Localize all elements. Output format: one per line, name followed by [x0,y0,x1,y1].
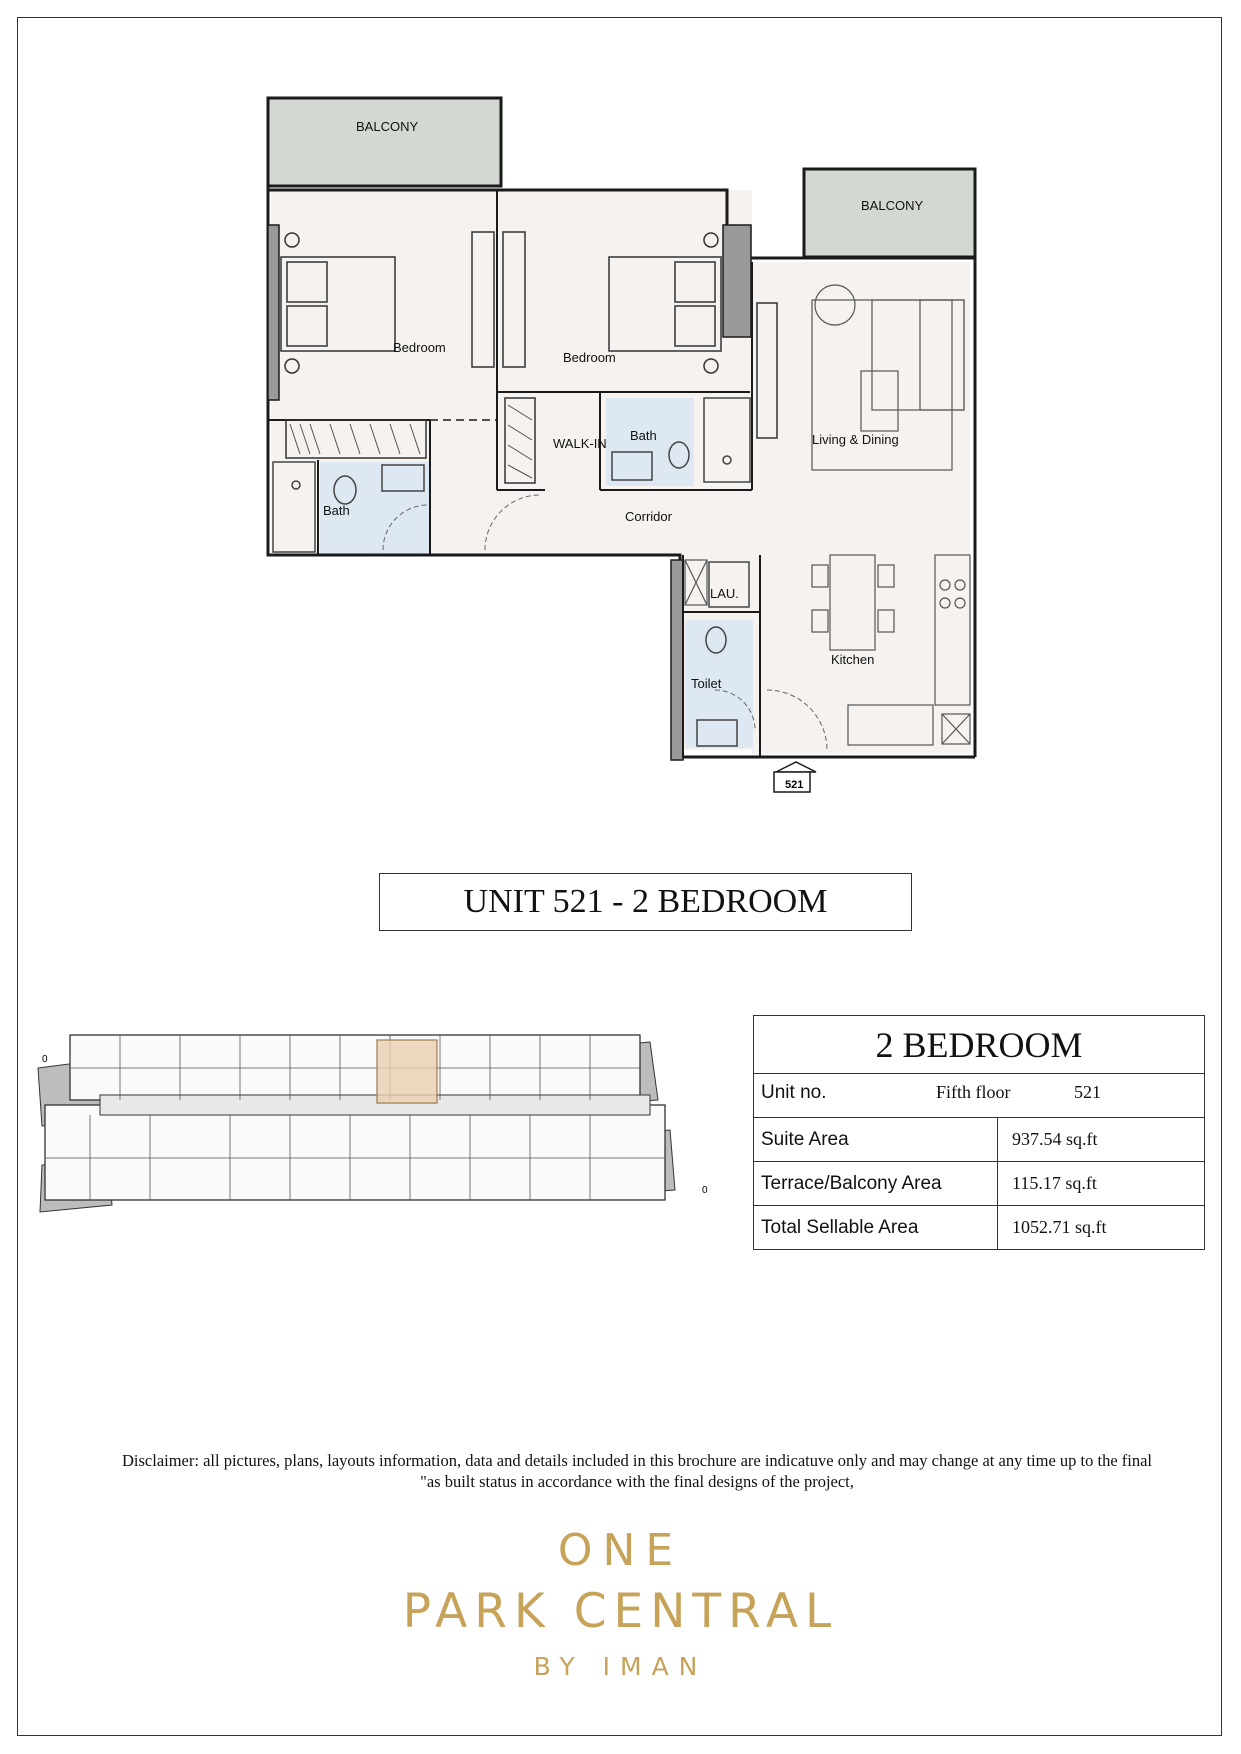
row-value: 115.17 sq.ft [998,1162,1205,1206]
label-bedroom-1: Bedroom [393,340,446,355]
label-balcony-right: BALCONY [861,198,924,213]
unit-number-row [754,1074,1205,1118]
label-toilet: Toilet [691,676,722,691]
logo-line-2: PARK CENTRAL [402,1584,839,1639]
row-value: 937.54 sq.ft [998,1118,1205,1162]
label-walk-in: WALK-IN [553,436,607,451]
label-bath-2: Bath [630,428,657,443]
label-living-dining: Living & Dining [812,432,899,447]
disclaimer [70,1450,1204,1492]
label-bedroom-2: Bedroom [563,350,616,365]
unit-label: Unit no. [761,1082,827,1103]
row-label: Terrace/Balcony Area [754,1162,998,1206]
svg-text:0: 0 [42,1054,48,1065]
balcony-left [268,98,501,186]
unit-number-value: 521 [1074,1082,1101,1102]
table-row [754,1118,1205,1162]
unit-tag [774,762,816,792]
floor-value: Fifth floor [936,1082,1011,1102]
highlighted-unit [377,1040,437,1103]
label-balcony-left: BALCONY [356,119,419,134]
brand-logo [0,1525,1241,1683]
row-value: 1052.71 sq.ft [998,1206,1205,1250]
logo-line-3: BY IMAN [533,1652,708,1681]
label-laundry: LAU. [710,586,739,601]
table-row [754,1162,1205,1206]
unit-title: UNIT 521 - 2 BEDROOM [379,873,912,931]
label-kitchen: Kitchen [831,652,875,667]
svg-text:0: 0 [702,1185,708,1196]
disclaimer-line-1: Disclaimer: all pictures, plans, layouts information, data and details included in this brochure are indicatuve only and may change at any time up to the final [121,1451,1153,1470]
area-table [753,1015,1205,1250]
row-label: Suite Area [754,1118,998,1162]
logo-line-1: ONE [557,1525,684,1576]
floor-plan [0,0,1241,820]
label-bath-1: Bath [323,503,350,518]
row-label: Total Sellable Area [754,1206,998,1250]
table-row [754,1206,1205,1250]
svg-text:521: 521 [785,779,804,791]
area-table-title: 2 BEDROOM [754,1016,1205,1074]
balcony-right [804,169,975,257]
site-key-plan [30,1030,730,1230]
label-corridor: Corridor [625,509,672,524]
disclaimer-line-2: "as built status in accordance with the final designs of the project, [420,1472,854,1491]
